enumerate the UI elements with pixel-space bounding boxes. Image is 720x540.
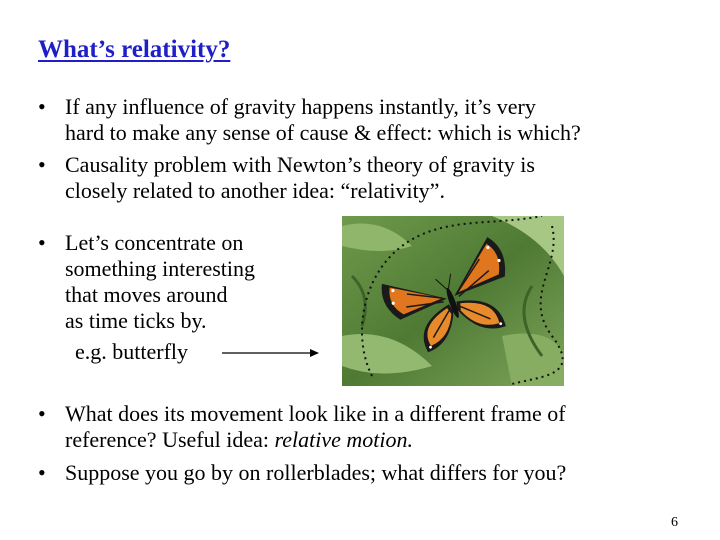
bullet-line-prefix: reference? Useful idea: xyxy=(65,427,275,452)
slide-title: What’s relativity? xyxy=(38,36,231,63)
bullet-text xyxy=(65,152,535,204)
bullet-marker: • xyxy=(38,460,46,485)
bullet-line: What does its movement look like in a different frame of xyxy=(65,401,566,426)
bullet-text xyxy=(65,94,581,146)
example-label: e.g. butterfly xyxy=(75,339,189,364)
bullet-line: Let’s concentrate on xyxy=(65,230,244,255)
bullet-text xyxy=(65,401,566,453)
emphasis-relative-motion: relative motion. xyxy=(274,427,413,452)
bullet-text xyxy=(65,460,566,486)
bullet-marker: • xyxy=(38,94,46,119)
bullet-line xyxy=(65,427,566,453)
bullet-marker: • xyxy=(38,230,46,255)
bullet-marker: • xyxy=(38,152,46,177)
bullet-line: Suppose you go by on rollerblades; what differs for you? xyxy=(65,460,567,485)
arrow-right-icon xyxy=(222,346,322,360)
bullet-text xyxy=(65,230,255,334)
butterfly-photo xyxy=(342,216,564,386)
bullet-line: as time ticks by. xyxy=(65,308,207,333)
bullet-line: that moves around xyxy=(65,282,228,307)
bullet-marker: • xyxy=(38,401,46,426)
bullet-line: If any influence of gravity happens instantly, it’s very xyxy=(65,94,536,119)
bullet-line: Causality problem with Newton’s theory of gravity is xyxy=(65,152,535,177)
bullet-line: closely related to another idea: “relativity”. xyxy=(65,178,445,203)
page-number: 6 xyxy=(671,515,678,530)
bullet-line: something interesting xyxy=(65,256,256,281)
bullet-line: hard to make any sense of cause & effect: which is which? xyxy=(65,120,581,145)
